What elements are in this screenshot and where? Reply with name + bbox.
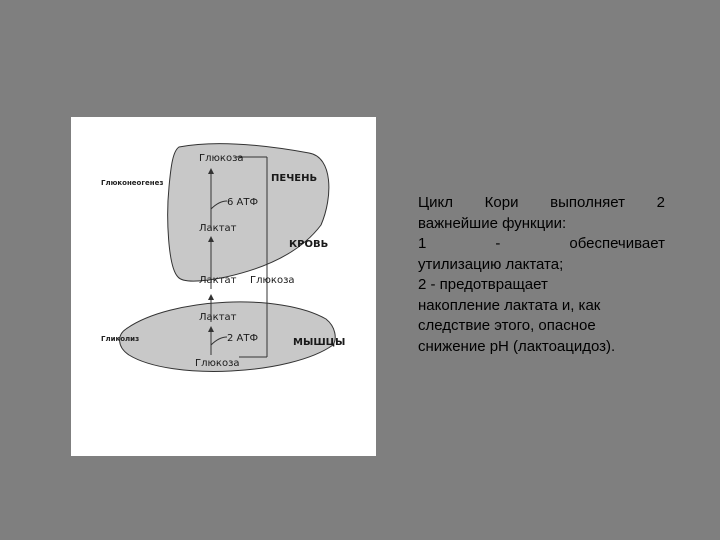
blood-label: КРОВЬ [289,239,329,250]
cori-cycle-diagram [71,117,376,456]
muscle-lactate-label: Лактат [199,312,237,323]
text-line-1: Цикл Кори выполняет 2 [418,194,665,211]
cori-cycle-figure [71,117,376,456]
liver-lactate-label: Лактат [199,223,237,234]
text-line-2: важнейшие функции: [418,214,567,232]
liver-glucose-label: Глюкоза [199,153,244,164]
text-line-4: утилизацию лактата; [418,255,564,273]
liver-atp-label: 6 АТФ [227,197,259,208]
liver-label: ПЕЧЕНЬ [271,173,318,184]
glycolysis-label: Гликолиз [101,335,140,343]
blood-glucose-label: Глюкоза [250,275,295,286]
muscle-atp-label: 2 АТФ [227,333,259,344]
muscle-label: МЫШЦЫ [293,337,346,348]
text-line-3: 1 - обеспечивает [418,235,665,252]
text-line-7: следствие этого, опасное [418,317,596,334]
text-line-6: накопление лактата и, как [418,296,601,314]
liver-shape [168,144,329,281]
cori-cycle-description [418,193,665,357]
gluconeogenesis-label: Глюконеогенез [101,179,164,187]
text-line-8: снижение pH (лактоацидоз). [418,337,616,355]
muscle-glucose-label: Глюкоза [195,358,240,369]
blood-lactate-label: Лактат [199,275,237,286]
text-line-5: 2 - предотвращает [418,276,548,293]
